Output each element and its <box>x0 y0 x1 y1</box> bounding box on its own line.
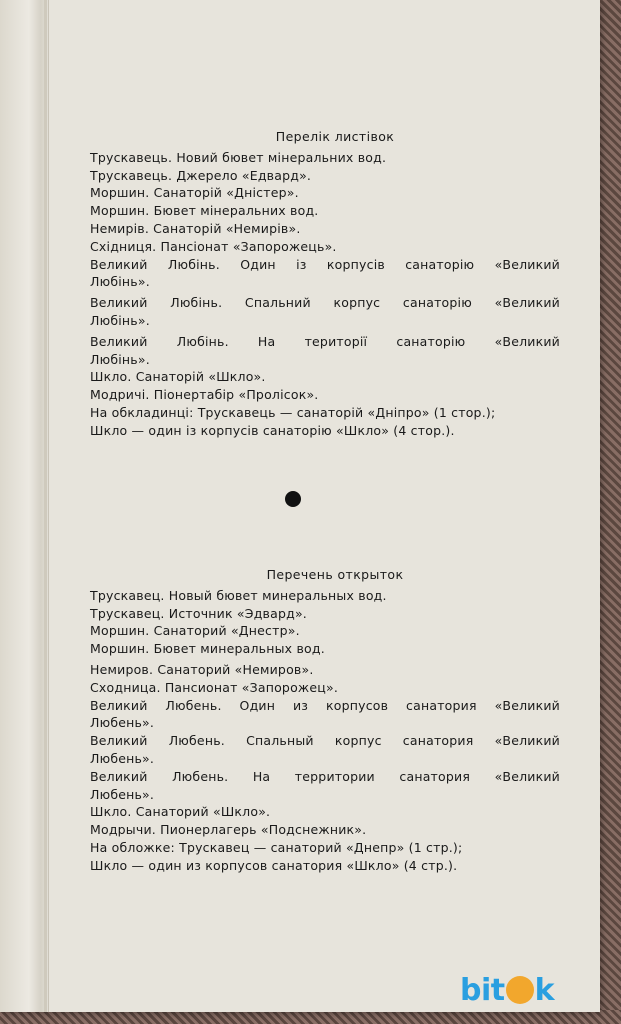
list-line: Східниця. Пансіонат «Запорожець». <box>90 238 337 254</box>
list-line: Любінь». <box>90 312 150 328</box>
list-line: Трускавець. Новий бювет мінеральних вод. <box>90 149 387 165</box>
list-line: Шкло — один із корпусів санаторію «Шкло» (4 стор.). <box>90 422 455 438</box>
list-line: Моршин. Бювет мінеральних вод. <box>90 203 319 219</box>
list-line: Великий Любень. Спальный корпус санатория «Великий <box>90 733 560 749</box>
list-line: Шкло — один из корпусов санатория «Шкло» (4 стр.). <box>90 857 458 873</box>
list-line: Немиров. Санаторий «Немиров». <box>90 661 314 677</box>
list-line: Великий Любень. На территории санатория «Великий <box>90 768 560 784</box>
list-line: Любінь». <box>90 351 150 367</box>
list-line: Трускавец. Источник «Эдвард». <box>90 605 307 621</box>
folder-spine <box>0 0 49 1012</box>
ukrainian-heading: Перелік листівок <box>275 129 395 144</box>
list-line: Моршин. Бювет минеральных вод. <box>90 641 325 657</box>
spine-fold-line <box>44 0 47 1012</box>
list-line: На обложке: Трускавец — санаторий «Днепр» (1 стр.); <box>90 839 463 855</box>
list-line: Великий Любінь. Спальний корпус санаторію «Великий <box>90 295 560 311</box>
russian-heading: Перечень открыток <box>266 567 404 582</box>
russian-list <box>90 566 560 875</box>
list-line: На обкладинці: Трускавець — санаторій «Дніпро» (1 стор.); <box>90 404 496 420</box>
list-line: Модричі. Піонертабір «Пролісок». <box>90 387 319 403</box>
list-line: Шкло. Санаторий «Шкло». <box>90 804 271 820</box>
list-line: Любень». <box>90 750 155 766</box>
list-line: Любень». <box>90 786 155 802</box>
list-line: Любінь». <box>90 274 150 290</box>
list-line: Великий Любінь. Один із корпусів санаторію «Великий <box>90 256 560 272</box>
list-line: Любень». <box>90 715 155 731</box>
list-line: Сходница. Пансионат «Запорожец». <box>90 679 338 695</box>
list-line: Шкло. Санаторій «Шкло». <box>90 369 266 385</box>
list-line: Немирів. Санаторій «Немирів». <box>90 220 301 236</box>
list-line: Трускавець. Джерело «Едвард». <box>90 167 312 183</box>
center-dot <box>285 491 301 507</box>
list-line: Великий Любінь. На території санаторію «Великий <box>90 333 560 349</box>
list-line: Модрычи. Пионерлагерь «Подснежник». <box>90 822 367 838</box>
list-line: Трускавец. Новый бювет минеральных вод. <box>90 587 387 603</box>
watermark-logo <box>460 968 554 1012</box>
ukrainian-list <box>90 128 560 440</box>
watermark-text-a: bit <box>460 972 505 1008</box>
list-line: Моршин. Санаторій «Дністер». <box>90 185 299 201</box>
list-line: Моршин. Санаторий «Днестр». <box>90 623 300 639</box>
list-line: Великий Любень. Один из корпусов санатория «Великий <box>90 697 560 713</box>
watermark-text-b: k <box>534 972 555 1008</box>
fabric-background-bottom <box>0 1010 621 1024</box>
watermark-hand-icon <box>506 976 534 1004</box>
